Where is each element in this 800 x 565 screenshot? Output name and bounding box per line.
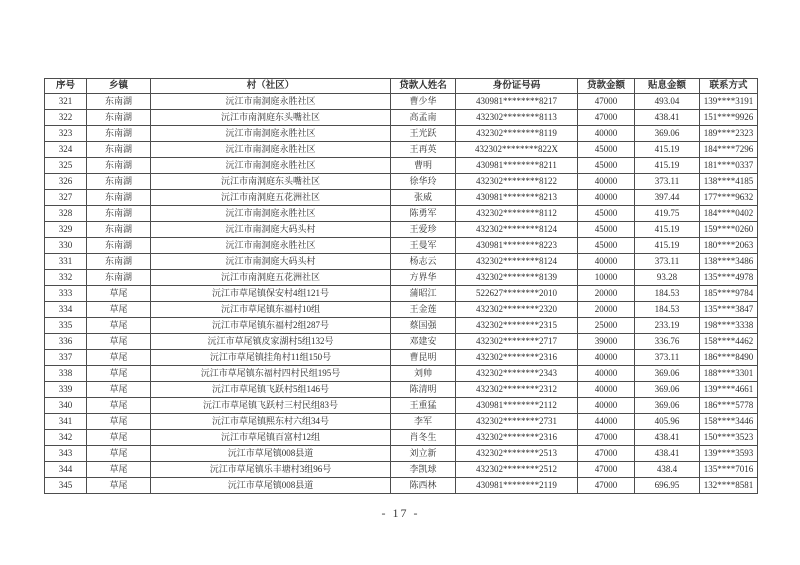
table-cell: 432302********8124 — [456, 254, 578, 270]
table-cell: 沅江市草尾镇008县道 — [151, 478, 391, 494]
table-cell: 181****0337 — [700, 158, 758, 174]
table-cell: 432302********822X — [456, 142, 578, 158]
table-cell: 45000 — [578, 158, 635, 174]
table-cell: 东南湖 — [87, 126, 151, 142]
table-cell: 150****3523 — [700, 430, 758, 446]
loan-subsidy-table — [44, 78, 758, 494]
table-cell: 沅江市南洞庭永胜社区 — [151, 94, 391, 110]
table-cell: 343 — [45, 446, 87, 462]
table-cell: 327 — [45, 190, 87, 206]
table-row — [45, 190, 758, 206]
table-cell: 草尾 — [87, 334, 151, 350]
table-cell: 44000 — [578, 414, 635, 430]
table-cell: 321 — [45, 94, 87, 110]
table-cell: 草尾 — [87, 462, 151, 478]
table-cell: 39000 — [578, 334, 635, 350]
table-row — [45, 462, 758, 478]
table-cell: 沅江市草尾镇东福村10组 — [151, 302, 391, 318]
table-cell: 47000 — [578, 446, 635, 462]
table-cell: 方界华 — [391, 270, 456, 286]
table-cell: 高孟南 — [391, 110, 456, 126]
table-cell: 沅江市南洞庭大码头村 — [151, 222, 391, 238]
table-cell: 336 — [45, 334, 87, 350]
table-cell: 草尾 — [87, 318, 151, 334]
table-cell: 47000 — [578, 462, 635, 478]
column-header: 身份证号码 — [456, 79, 578, 94]
table-cell: 东南湖 — [87, 238, 151, 254]
table-row — [45, 398, 758, 414]
table-cell: 蔡国强 — [391, 318, 456, 334]
table-cell: 沅江市草尾镇008县道 — [151, 446, 391, 462]
table-cell: 132****8581 — [700, 478, 758, 494]
table-cell: 沅江市草尾镇乐丰塘村3组96号 — [151, 462, 391, 478]
table-cell: 草尾 — [87, 366, 151, 382]
table-cell: 186****5778 — [700, 398, 758, 414]
table-row — [45, 286, 758, 302]
table-cell: 415.19 — [635, 238, 700, 254]
table-cell: 336.76 — [635, 334, 700, 350]
table-cell: 138****4185 — [700, 174, 758, 190]
table-cell: 369.06 — [635, 366, 700, 382]
table-cell: 草尾 — [87, 446, 151, 462]
table-cell: 438.41 — [635, 446, 700, 462]
table-cell: 蒲昭江 — [391, 286, 456, 302]
table-cell: 沅江市南洞庭永胜社区 — [151, 206, 391, 222]
table-cell: 草尾 — [87, 478, 151, 494]
column-header: 序号 — [45, 79, 87, 94]
table-cell: 493.04 — [635, 94, 700, 110]
table-cell: 184.53 — [635, 286, 700, 302]
table-row — [45, 142, 758, 158]
table-cell: 王光跃 — [391, 126, 456, 142]
table-cell: 沅江市草尾镇皮家湖村5组132号 — [151, 334, 391, 350]
table-cell: 东南湖 — [87, 222, 151, 238]
table-cell: 342 — [45, 430, 87, 446]
table-cell: 沅江市南洞庭五花洲社区 — [151, 190, 391, 206]
table-cell: 405.96 — [635, 414, 700, 430]
table-row — [45, 414, 758, 430]
table-cell: 522627********2010 — [456, 286, 578, 302]
table-cell: 159****0260 — [700, 222, 758, 238]
table-cell: 沅江市南洞庭东头嘴社区 — [151, 110, 391, 126]
table-cell: 432302********8119 — [456, 126, 578, 142]
table-cell: 430981********8217 — [456, 94, 578, 110]
table-cell: 东南湖 — [87, 142, 151, 158]
table-cell: 陈清明 — [391, 382, 456, 398]
table-cell: 40000 — [578, 174, 635, 190]
table-cell: 东南湖 — [87, 206, 151, 222]
table-cell: 45000 — [578, 206, 635, 222]
table-cell: 184****0402 — [700, 206, 758, 222]
table-cell: 沅江市南洞庭五花洲社区 — [151, 270, 391, 286]
table-cell: 王曼军 — [391, 238, 456, 254]
table-cell: 432302********2316 — [456, 350, 578, 366]
table-row — [45, 270, 758, 286]
table-row — [45, 126, 758, 142]
table-cell: 曹少华 — [391, 94, 456, 110]
table-row — [45, 302, 758, 318]
table-cell: 135****4978 — [700, 270, 758, 286]
table-cell: 340 — [45, 398, 87, 414]
table-cell: 373.11 — [635, 254, 700, 270]
table-cell: 45000 — [578, 238, 635, 254]
table-cell: 139****3593 — [700, 446, 758, 462]
table-cell: 李军 — [391, 414, 456, 430]
table-cell: 刘立新 — [391, 446, 456, 462]
table-cell: 430981********8213 — [456, 190, 578, 206]
table-cell: 339 — [45, 382, 87, 398]
table-cell: 沅江市南洞庭永胜社区 — [151, 142, 391, 158]
table-cell: 张威 — [391, 190, 456, 206]
table-cell: 189****2323 — [700, 126, 758, 142]
table-row — [45, 158, 758, 174]
table-cell: 草尾 — [87, 382, 151, 398]
table-row — [45, 206, 758, 222]
table-cell: 158****4462 — [700, 334, 758, 350]
table-cell: 曹明 — [391, 158, 456, 174]
table-cell: 40000 — [578, 350, 635, 366]
table-cell: 430981********8211 — [456, 158, 578, 174]
table-cell: 40000 — [578, 398, 635, 414]
table-cell: 45000 — [578, 142, 635, 158]
table-cell: 696.95 — [635, 478, 700, 494]
table-cell: 沅江市草尾镇挂角村11组150号 — [151, 350, 391, 366]
table-cell: 刘帅 — [391, 366, 456, 382]
table-cell: 138****3486 — [700, 254, 758, 270]
table-cell: 438.41 — [635, 430, 700, 446]
table-cell: 20000 — [578, 286, 635, 302]
table-cell: 432302********2316 — [456, 430, 578, 446]
table-cell: 324 — [45, 142, 87, 158]
table-cell: 草尾 — [87, 286, 151, 302]
table-cell: 415.19 — [635, 222, 700, 238]
column-header: 联系方式 — [700, 79, 758, 94]
table-cell: 徐华玲 — [391, 174, 456, 190]
table-cell: 180****2063 — [700, 238, 758, 254]
table-cell: 47000 — [578, 478, 635, 494]
table-cell: 沅江市草尾镇熙东村六组34号 — [151, 414, 391, 430]
table-cell: 369.06 — [635, 398, 700, 414]
table-cell: 373.11 — [635, 350, 700, 366]
table-row — [45, 254, 758, 270]
table-cell: 432302********2315 — [456, 318, 578, 334]
table-cell: 432302********8112 — [456, 206, 578, 222]
table-cell: 草尾 — [87, 350, 151, 366]
table-cell: 东南湖 — [87, 254, 151, 270]
table-cell: 沅江市草尾镇百富村12组 — [151, 430, 391, 446]
column-header: 村（社区） — [151, 79, 391, 94]
table-cell: 王爱珍 — [391, 222, 456, 238]
table-cell: 328 — [45, 206, 87, 222]
table-cell: 330 — [45, 238, 87, 254]
table-cell: 25000 — [578, 318, 635, 334]
table-row — [45, 222, 758, 238]
table-cell: 陈西林 — [391, 478, 456, 494]
table-cell: 345 — [45, 478, 87, 494]
table-cell: 337 — [45, 350, 87, 366]
table-cell: 332 — [45, 270, 87, 286]
table-cell: 333 — [45, 286, 87, 302]
table-cell: 10000 — [578, 270, 635, 286]
table-cell: 陈勇军 — [391, 206, 456, 222]
table-row — [45, 238, 758, 254]
table-cell: 王再英 — [391, 142, 456, 158]
table-cell: 沅江市南洞庭永胜社区 — [151, 238, 391, 254]
table-cell: 东南湖 — [87, 270, 151, 286]
table-cell: 沅江市南洞庭大码头村 — [151, 254, 391, 270]
table-cell: 40000 — [578, 126, 635, 142]
table-cell: 188****3301 — [700, 366, 758, 382]
table-cell: 430981********8223 — [456, 238, 578, 254]
table-row — [45, 366, 758, 382]
page-number: - 17 - — [381, 506, 420, 520]
table-cell: 331 — [45, 254, 87, 270]
table-cell: 47000 — [578, 430, 635, 446]
table-cell: 139****3191 — [700, 94, 758, 110]
table-cell: 草尾 — [87, 414, 151, 430]
table-row — [45, 334, 758, 350]
table-cell: 334 — [45, 302, 87, 318]
table-header-row — [45, 79, 758, 94]
table-cell: 198****3338 — [700, 318, 758, 334]
table-cell: 329 — [45, 222, 87, 238]
table-cell: 438.4 — [635, 462, 700, 478]
table-cell: 415.19 — [635, 142, 700, 158]
table-cell: 45000 — [578, 222, 635, 238]
table-cell: 草尾 — [87, 430, 151, 446]
table-row — [45, 350, 758, 366]
table-cell: 东南湖 — [87, 174, 151, 190]
table-cell: 沅江市草尾镇东福村四村民组195号 — [151, 366, 391, 382]
table-cell: 135****7016 — [700, 462, 758, 478]
table-cell: 东南湖 — [87, 94, 151, 110]
table-cell: 沅江市草尾镇保安村4组121号 — [151, 286, 391, 302]
table-row — [45, 446, 758, 462]
table-cell: 184.53 — [635, 302, 700, 318]
table-cell: 肖冬生 — [391, 430, 456, 446]
table-cell: 李凯球 — [391, 462, 456, 478]
table-cell: 沅江市草尾镇东福村2组287号 — [151, 318, 391, 334]
table-row — [45, 318, 758, 334]
table-cell: 185****9784 — [700, 286, 758, 302]
table-cell: 233.19 — [635, 318, 700, 334]
table-cell: 335 — [45, 318, 87, 334]
table-cell: 432302********2312 — [456, 382, 578, 398]
table-cell: 415.19 — [635, 158, 700, 174]
table-cell: 135****3847 — [700, 302, 758, 318]
table-cell: 草尾 — [87, 302, 151, 318]
table-cell: 432302********8122 — [456, 174, 578, 190]
table-cell: 40000 — [578, 382, 635, 398]
table-cell: 419.75 — [635, 206, 700, 222]
table-cell: 438.41 — [635, 110, 700, 126]
table-cell: 369.06 — [635, 382, 700, 398]
table-cell: 93.28 — [635, 270, 700, 286]
table-cell: 432302********2717 — [456, 334, 578, 350]
table-cell: 沅江市草尾镇飞跃村三村民组83号 — [151, 398, 391, 414]
table-row — [45, 382, 758, 398]
table-cell: 432302********8124 — [456, 222, 578, 238]
table-cell: 430981********2119 — [456, 478, 578, 494]
table-cell: 432302********2512 — [456, 462, 578, 478]
table-cell: 151****9926 — [700, 110, 758, 126]
table-cell: 373.11 — [635, 174, 700, 190]
table-cell: 397.44 — [635, 190, 700, 206]
column-header: 贴息金额 — [635, 79, 700, 94]
table-cell: 王重猛 — [391, 398, 456, 414]
table-cell: 369.06 — [635, 126, 700, 142]
table-cell: 323 — [45, 126, 87, 142]
table-cell: 341 — [45, 414, 87, 430]
column-header: 贷款金额 — [578, 79, 635, 94]
column-header: 贷款人姓名 — [391, 79, 456, 94]
table-row — [45, 478, 758, 494]
table-cell: 40000 — [578, 190, 635, 206]
table-row — [45, 430, 758, 446]
table-cell: 沅江市南洞庭东头嘴社区 — [151, 174, 391, 190]
table-cell: 20000 — [578, 302, 635, 318]
table-cell: 东南湖 — [87, 110, 151, 126]
table-cell: 47000 — [578, 110, 635, 126]
table-row — [45, 174, 758, 190]
table-cell: 432302********2320 — [456, 302, 578, 318]
table-cell: 沅江市草尾镇飞跃村5组146号 — [151, 382, 391, 398]
table-cell: 杨志云 — [391, 254, 456, 270]
table-row — [45, 94, 758, 110]
table-cell: 322 — [45, 110, 87, 126]
column-header: 乡镇 — [87, 79, 151, 94]
table-cell: 186****8490 — [700, 350, 758, 366]
table-row — [45, 110, 758, 126]
table-cell: 沅江市南洞庭永胜社区 — [151, 158, 391, 174]
table-cell: 430981********2112 — [456, 398, 578, 414]
table-body — [45, 94, 758, 494]
table-cell: 158****3446 — [700, 414, 758, 430]
table-cell: 338 — [45, 366, 87, 382]
table-cell: 432302********2343 — [456, 366, 578, 382]
table-cell: 40000 — [578, 254, 635, 270]
table-cell: 东南湖 — [87, 190, 151, 206]
table-cell: 432302********2731 — [456, 414, 578, 430]
table-cell: 344 — [45, 462, 87, 478]
table-cell: 邓建安 — [391, 334, 456, 350]
table-cell: 王金莲 — [391, 302, 456, 318]
table-cell: 139****4661 — [700, 382, 758, 398]
table-cell: 47000 — [578, 94, 635, 110]
table-cell: 草尾 — [87, 398, 151, 414]
table-cell: 432302********8113 — [456, 110, 578, 126]
table-cell: 184****7296 — [700, 142, 758, 158]
table-cell: 432302********2513 — [456, 446, 578, 462]
table-cell: 432302********8139 — [456, 270, 578, 286]
table-cell: 东南湖 — [87, 158, 151, 174]
table-cell: 40000 — [578, 366, 635, 382]
table-cell: 沅江市南洞庭永胜社区 — [151, 126, 391, 142]
table-cell: 326 — [45, 174, 87, 190]
table-cell: 325 — [45, 158, 87, 174]
table-cell: 曹昆明 — [391, 350, 456, 366]
table-cell: 177****9632 — [700, 190, 758, 206]
